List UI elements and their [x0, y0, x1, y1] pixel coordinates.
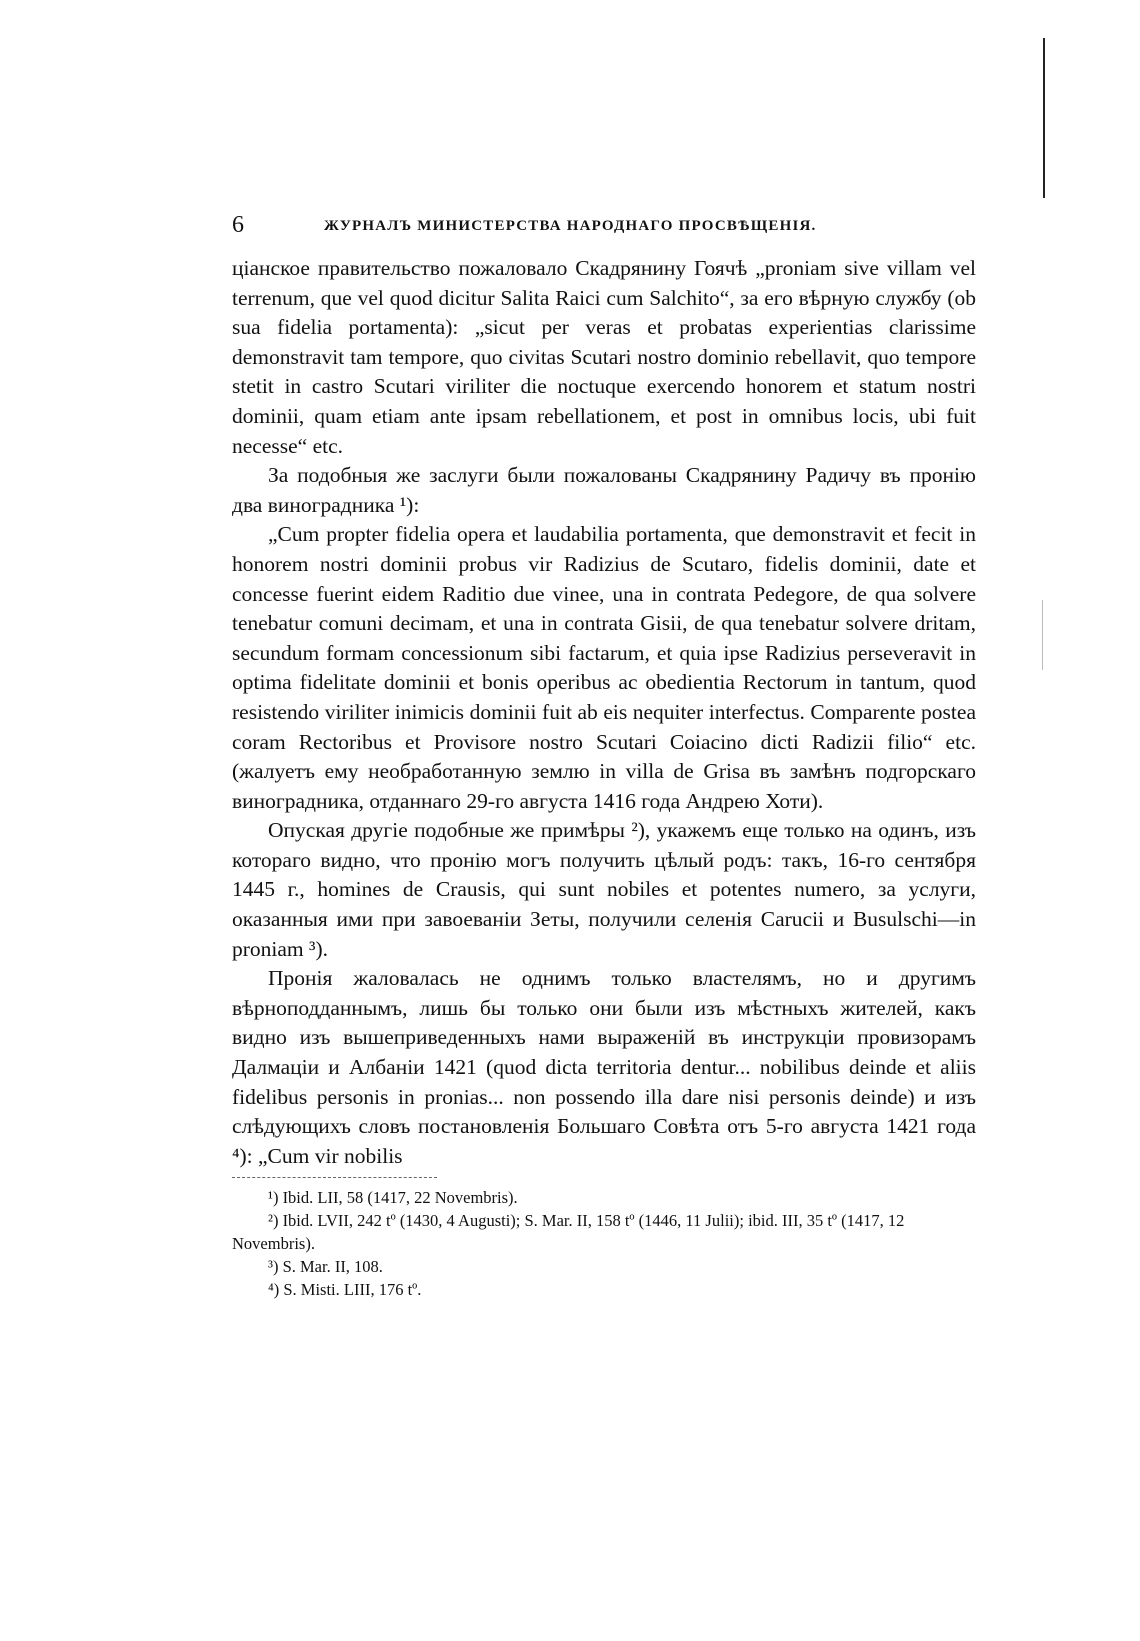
body-text — [232, 254, 976, 1171]
paragraph: „Cum propter fidelia opera et laudabilia portamenta, que demonstravit et fecit in honorem nostri dominii probus vir Radizius de Scutaro, fidelis dominii, date et concesse fuerint eidem Raditio due vinee, una in contrata Pedegore, de qua solvere tenebatur comuni decimam, et una in contrata Gisii, de qua tenebatur solvere dritam, secundum formam concessionum sibi factarum, et quia ipse Radizius perseveravit in optima fidelitate dominii et bonis operibus ac obedientia Rectorum in tantum, quod resistendo viriliter inimicis dominii fuit ab eis nequiter interfectus. Comparente postea coram Rectoribus et Provisore nostro Scutari Coiacino dicti Radizii filio“ etc. (жалуетъ ему необработанную землю in villa de Grisa въ замѣнъ подгорскаго виноградника, отданнаго 29-го августа 1416 года Андрею Хоти). — [232, 522, 976, 813]
margin-rule — [1043, 38, 1045, 198]
footnote: ²) Ibid. LVII, 242 tº (1430, 4 Augusti); S. Mar. II, 158 tº (1446, 11 Julii); ibid. III, 35 tº (1417, 12 Novembris). — [232, 1211, 905, 1254]
running-title: ЖУРНАЛЪ МИНИСТЕРСТВА НАРОДНАГО ПРОСВѢЩЕНІЯ. — [324, 218, 817, 234]
footnote: ³) S. Mar. II, 108. — [268, 1257, 383, 1277]
page-header — [232, 212, 976, 242]
footnotes — [232, 1186, 976, 1301]
footnote: ¹) Ibid. LII, 58 (1417, 22 Novembris). — [268, 1188, 518, 1208]
paragraph: Пронія жаловалась не однимъ только властелямъ, но и другимъ вѣрноподданнымъ, лишь бы только они были изъ мѣстныхъ жителей, какъ видно изъ вышеприведенныхъ нами выраженій въ инструкціи провизорамъ Далмаціи и Албаніи 1421 (quod dicta territoria dentur... nobilibus deinde et aliis fidelibus personis in pronias... non possendo illa dare nisi personis deinde) и изъ слѣдующихъ словъ постановленія Большаго Совѣта отъ 5-го августа 1421 года ⁴): „Cum vir nobilis — [232, 966, 976, 1168]
footnote: ⁴) S. Misti. LIII, 176 tº. — [268, 1280, 422, 1300]
margin-mark — [1042, 600, 1043, 670]
document-page — [232, 212, 976, 1301]
footnote-separator — [232, 1177, 437, 1186]
paragraph: За подобныя же заслуги были пожалованы Скадрянину Радичу въ пронію два виноградника ¹): — [232, 463, 976, 517]
page-number: 6 — [232, 212, 245, 238]
paragraph: Опуская другіе подобные же примѣры ²), укажемъ еще только на одинъ, изъ котораго видно, что пронію могъ получить цѣлый родъ: такъ, 16-го сентября 1445 г., homines de Crausis, qui sunt nobiles et potentes numero, за услуги, оказанныя ими при завоеваніи Зеты, получили селенія Carucii и Busulschi—in proniam ³). — [232, 818, 976, 961]
paragraph: ціанское правительство пожаловало Скадрянину Гоячѣ „proniam sive villam vel terrenum, que vel quod dicitur Salita Raici cum Salchito“, за его вѣрную службу (ob sua fidelia portamenta): „sicut per veras et probatas experientias clarissime demonstravit tam tempore, quo civitas Scutari nostro dominio rebellavit, quo tempore stetit in castro Scutari viriliter die noctuque exercendo honorem et statum nostri dominii, quam etiam ante ipsam rebellationem, et post in omnibus locis, ubi fuit necesse“ etc. — [232, 256, 976, 458]
